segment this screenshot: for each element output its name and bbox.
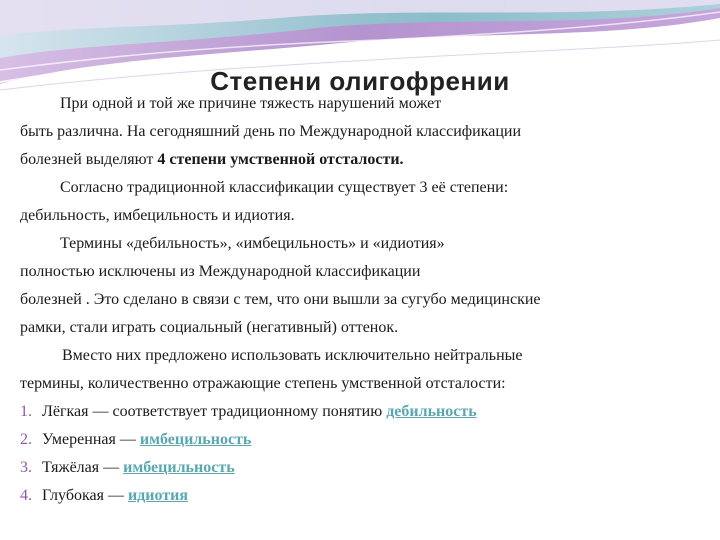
degree-list-item (20, 398, 700, 426)
para3-line2: полностью исключены из Международной классификации (20, 263, 421, 280)
para4-line1: Вместо них предложено использовать исключительно нейтральные (62, 347, 523, 364)
degree-link[interactable]: имбецильность (123, 459, 235, 476)
slide-body (20, 90, 700, 510)
para2-line2: дебильность, имбецильность и идиотия. (20, 207, 295, 224)
para1-line3-text: болезней выделяют (20, 151, 158, 168)
degree-label: Глубокая — (42, 487, 128, 504)
degree-label: Тяжёлая — (42, 459, 124, 476)
list-number: 4. (20, 487, 32, 504)
para3-line1: Термины «дебильность», «имбецильность» и «идиотия» (60, 235, 445, 252)
para4-line2: термины, количественно отражающие степень умственной отсталости: (20, 375, 506, 392)
degree-link[interactable]: имбецильность (139, 431, 252, 448)
list-number: 3. (20, 459, 32, 476)
degree-label: Умеренная — (42, 431, 140, 448)
para2-line1: Согласно традиционной классификации существует 3 её степени: (60, 179, 509, 196)
para1-line1: При одной и той же причине тяжесть нарушений может (60, 95, 442, 112)
degree-label: Лёгкая — соответствует традиционному понятию (42, 403, 387, 420)
para1-line3 (20, 146, 700, 174)
list-number: 1. (20, 403, 32, 420)
para3-line4: рамки, стали играть социальный (негативный) оттенок. (20, 319, 399, 336)
list-number: 2. (20, 431, 32, 448)
para3-line3: болезней . Это сделано в связи с тем, что они вышли за сугубо медицинские (20, 291, 541, 308)
para1-line2: быть различна. На сегодняшний день по Международной классификации (20, 123, 522, 140)
degree-link[interactable]: дебильность (386, 403, 477, 420)
degree-list-item (20, 454, 700, 482)
para1-bold-text: 4 степени умственной отсталости. (157, 151, 404, 168)
degree-list-item (20, 426, 700, 454)
degree-link[interactable]: идиотия (127, 487, 189, 504)
slide-title: Степени олигофрении (210, 66, 510, 96)
degree-list-item (20, 482, 700, 510)
